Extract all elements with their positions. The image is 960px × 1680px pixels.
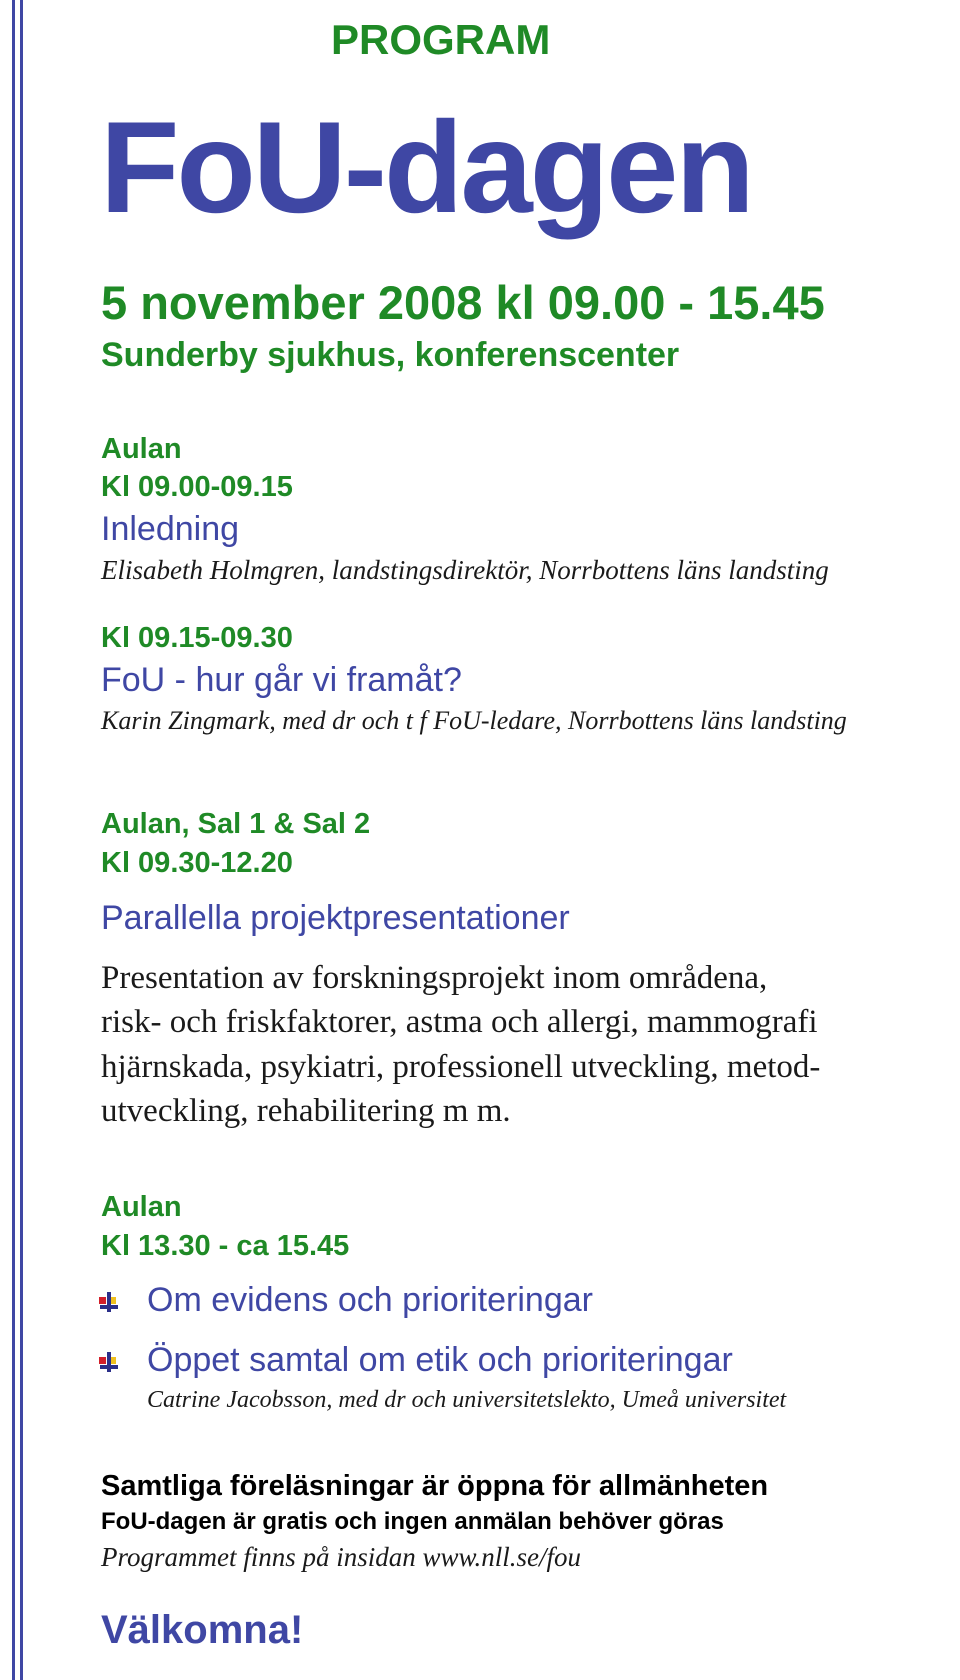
session2-room: Aulan, Sal 1 & Sal 2 bbox=[101, 808, 371, 840]
session1-item2-speaker: Karin Zingmark, med dr och t f FoU-ledare, Norrbottens läns landsting bbox=[101, 706, 847, 735]
public-notice: Samtliga föreläsningar är öppna för allmänheten bbox=[101, 1470, 769, 1502]
session1-item2-title: FoU - hur går vi framåt? bbox=[101, 661, 462, 699]
free-notice: FoU-dagen är gratis och ingen anmälan behöver göras bbox=[101, 1508, 724, 1535]
event-venue: Sunderby sjukhus, konferenscenter bbox=[101, 336, 680, 374]
bullet-icon bbox=[98, 1292, 120, 1314]
session3-bullet-item: Om evidens och prioriteringar bbox=[147, 1281, 593, 1319]
session2-description-line: utveckling, rehabilitering m m. bbox=[101, 1093, 511, 1129]
session2-description-line: hjärnskada, psykiatri, professionell utveckling, metod- bbox=[101, 1049, 821, 1085]
session3-speaker: Catrine Jacobsson, med dr och universitetslekto, Umeå universitet bbox=[147, 1387, 787, 1413]
session2-description-line: Presentation av forskningsprojekt inom områdena, bbox=[101, 960, 768, 996]
session2-description-line: risk- och friskfaktorer, astma och allergi, mammografi bbox=[101, 1004, 818, 1040]
left-border-line bbox=[12, 0, 15, 1680]
session3-time: Kl 13.30 - ca 15.45 bbox=[101, 1230, 350, 1262]
session1-item1-speaker: Elisabeth Holmgren, landstingsdirektör, Norrbottens läns landsting bbox=[101, 555, 829, 585]
session2-time: Kl 09.30-12.20 bbox=[101, 847, 293, 879]
program-link-text: Programmet finns på insidan www.nll.se/fou bbox=[101, 1542, 582, 1572]
page-title: FoU-dagen bbox=[100, 94, 752, 240]
session1-item2-time: Kl 09.15-09.30 bbox=[101, 622, 293, 654]
session1-item1-title: Inledning bbox=[101, 510, 240, 548]
session1-item1-time: Kl 09.00-09.15 bbox=[101, 471, 293, 503]
event-date-time: 5 november 2008 kl 09.00 - 15.45 bbox=[101, 276, 825, 329]
bullet-icon bbox=[98, 1352, 120, 1374]
session3-bullet-item: Öppet samtal om etik och prioriteringar bbox=[147, 1341, 733, 1379]
session3-room: Aulan bbox=[101, 1191, 182, 1223]
welcome-text: Välkomna! bbox=[101, 1608, 304, 1652]
left-border-line-inner bbox=[20, 0, 23, 1680]
program-label: PROGRAM bbox=[331, 16, 551, 63]
session1-room: Aulan bbox=[101, 433, 182, 465]
session2-title: Parallella projektpresentationer bbox=[101, 899, 570, 937]
